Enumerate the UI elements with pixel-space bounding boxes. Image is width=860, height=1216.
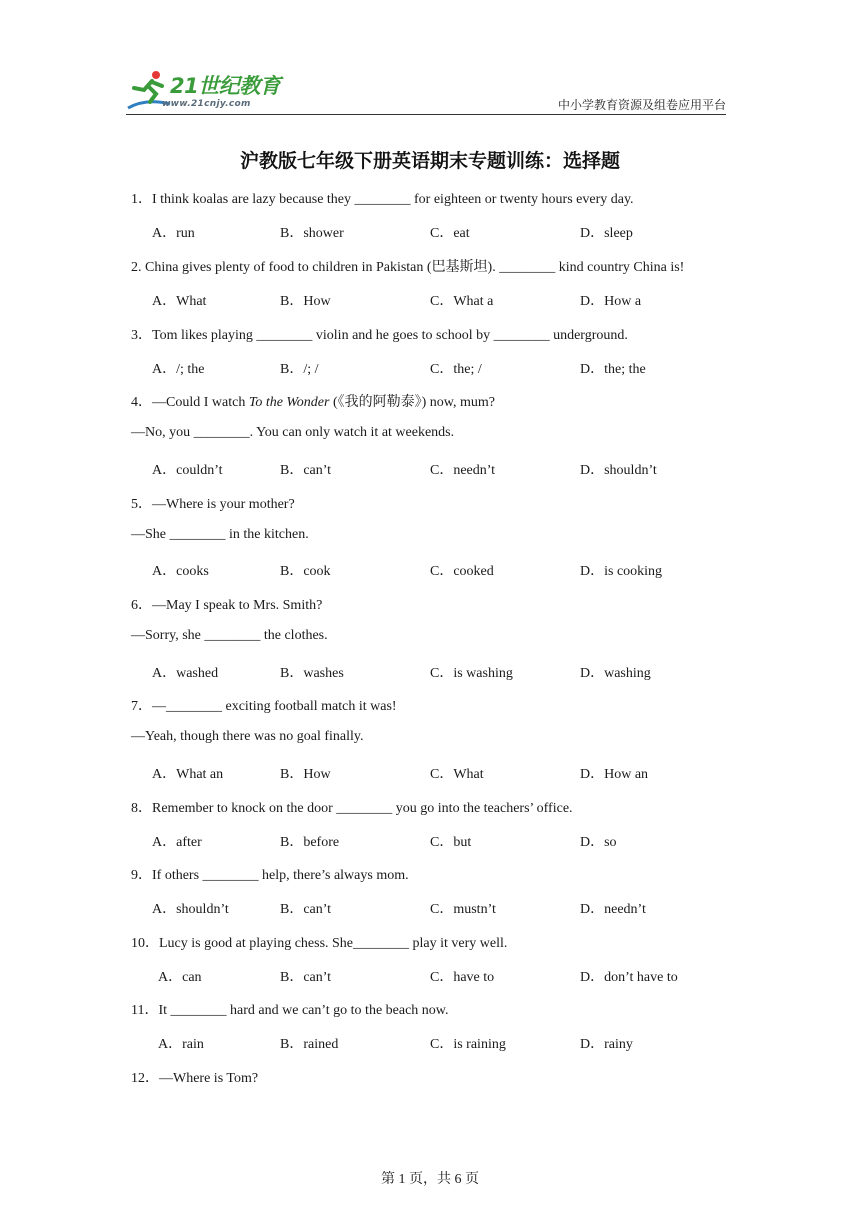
question-10-stem: 10．Lucy is good at playing chess. She________ play it very well. [131,936,508,951]
question-10-option-d: D．don’t have to [580,970,678,985]
question-4-option-a: A．couldn’t [152,463,223,478]
question-3-option-a: A．/; the [152,362,205,377]
question-6-option-a: A．washed [152,666,219,681]
question-9-stem: 9．If others ________ help, there’s always mom. [131,868,409,883]
question-4-option-b: B．can’t [280,463,332,478]
question-9-option-b: B．can’t [280,902,332,917]
question-2-option-c: C．What a [430,294,494,309]
question-11-option-b: B．rained [280,1037,339,1052]
page-title: 沪教版七年级下册英语期末专题训练：选择题 [239,150,620,172]
question-5-option-c: C．cooked [430,564,494,579]
question-7-stem: 7．—________ exciting football match it was! [131,699,397,714]
question-6-option-d: D．washing [580,666,651,681]
question-12-stem: 12．—Where is Tom? [131,1071,259,1086]
question-1-stem: 1．I think koalas are lazy because they ________ for eighteen or twenty hours every day. [131,192,634,207]
question-5-option-b: B．cook [280,564,331,579]
question-6-stem: 6．—May I speak to Mrs. Smith? [131,598,323,613]
question-3-option-b: B．/; / [280,362,319,377]
question-4-stem-end: (《我的阿勒泰》) now, mum? [329,395,496,410]
question-3-stem: 3．Tom likes playing ________ violin and he goes to school by ________ underground. [131,328,628,343]
question-11-option-a: A．rain [158,1037,204,1052]
question-6-option-c: C．is washing [430,666,513,681]
question-9-option-d: D．needn’t [580,902,646,917]
page-header [126,66,726,116]
question-5-reply: —She ________ in the kitchen. [131,527,309,542]
question-4-option-c: C．needn’t [430,463,496,478]
question-10-option-c: C．have to [430,970,495,985]
question-4-reply: —No, you ________. You can only watch it at weekends. [131,425,455,440]
question-10-option-a: A．can [158,970,202,985]
question-1-option-c: C．eat [430,226,470,241]
question-1-option-d: D．sleep [580,226,633,241]
question-1-option-a: A．run [152,226,195,241]
movie-title: To the Wonder [248,395,330,410]
question-8-option-a: A．after [152,835,202,850]
question-5-stem: 5．—Where is your mother? [131,497,295,512]
question-1-option-b: B．shower [280,226,344,241]
question-4-option-d: D．shouldn’t [580,463,657,478]
question-2-option-a: A．What [152,294,207,309]
question-2-stem: 2. China gives plenty of food to children in Pakistan (巴基斯坦). ________ kind country China is! [131,260,685,275]
question-5-option-d: D．is cooking [580,564,663,579]
question-7-option-d: D．How an [580,767,649,782]
question-10-option-b: B．can’t [280,970,332,985]
header-divider [126,114,726,115]
question-11-option-d: D．rainy [580,1037,633,1052]
question-11-option-c: C．is raining [430,1037,506,1052]
question-11-stem: 11．It ________ hard and we can’t go to the beach now. [131,1003,449,1018]
question-8-option-d: D．so [580,835,617,850]
logo-text: 21世纪教育 [170,74,281,98]
question-6-option-b: B．washes [280,666,344,681]
question-2-option-d: D．How a [580,294,642,309]
question-7-option-a: A．What an [152,767,224,782]
question-2-option-b: B．How [280,294,331,309]
question-9-option-a: A．shouldn’t [152,902,229,917]
question-4-stem [131,391,495,411]
question-3-option-d: D．the; the [580,362,646,377]
question-4-stem-start: 4．—Could I watch [131,395,249,410]
page-number: 第 1 页，共 6 页 [381,1172,479,1187]
question-7-option-b: B．How [280,767,331,782]
question-8-option-b: B．before [280,835,340,850]
question-9-option-c: C．mustn’t [430,902,496,917]
question-8-stem: 8．Remember to knock on the door ________ you go into the teachers’ office. [131,801,573,816]
question-8-option-c: C．but [430,835,472,850]
logo [126,66,296,116]
question-7-reply: —Yeah, though there was no goal finally. [131,729,364,744]
platform-name: 中小学教育资源及组卷应用平台 [557,98,726,112]
question-5-option-a: A．cooks [152,564,209,579]
question-7-option-c: C．What [430,767,484,782]
question-3-option-c: C．the; / [430,362,482,377]
logo-url: www.21cnjy.com [162,99,251,109]
question-6-reply: —Sorry, she ________ the clothes. [131,628,328,643]
